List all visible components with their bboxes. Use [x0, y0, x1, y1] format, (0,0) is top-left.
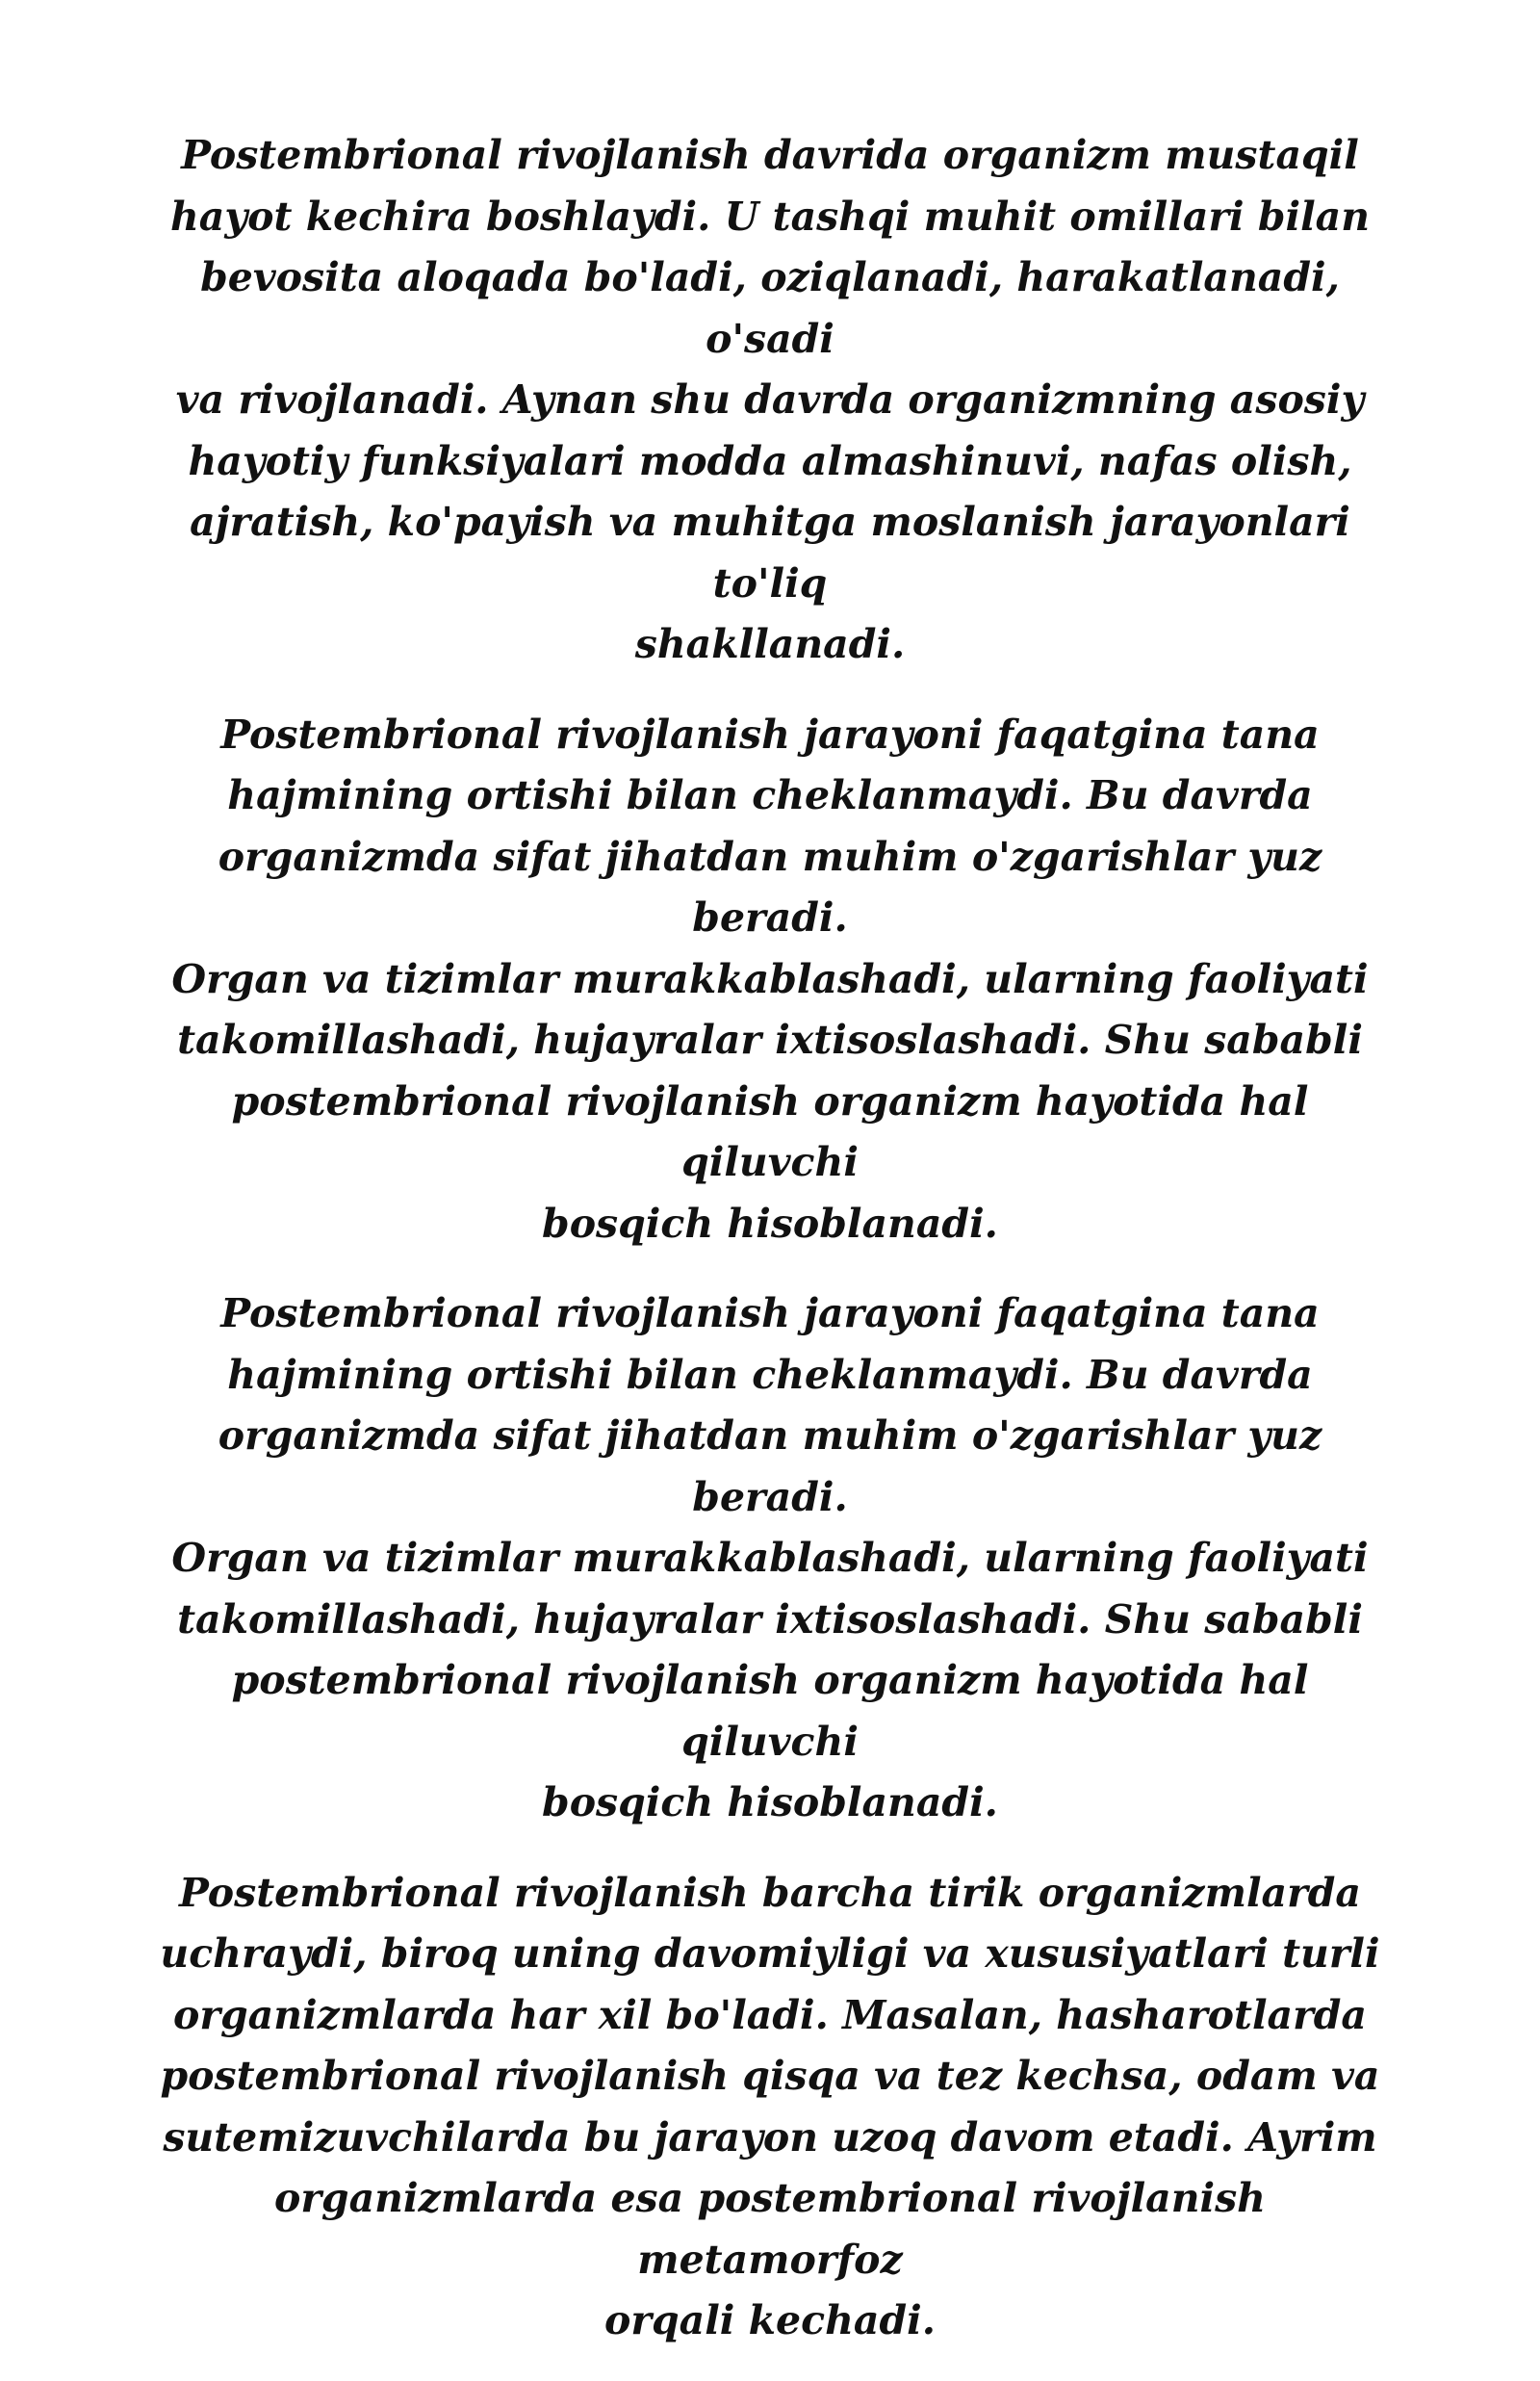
paragraph-3: Postembrional rivojlanish jarayoni faqatgina tana hajmining ortishi bilan cheklanmaydi. Bu davrda organizmda sifat jihatdan muhim o'zgarishlar yuz beradi. Organ va tizimlar murakkablashadi, ularning faoliyati takomillashadi, hujayralar ixtisoslashadi. Shu sababli postembrional rivojlanish organizm hayotida hal qiluvchi bosqich hisoblanadi. — [171, 1290, 1369, 1825]
paragraph-2: Postembrional rivojlanish jarayoni faqatgina tana hajmining ortishi bilan cheklanmaydi. Bu davrda organizmda sifat jihatdan muhim o'zgarishlar yuz beradi. Organ va tizimlar murakkablashadi, ularning faoliyati takomillashadi, hujayralar ixtisoslashadi. Shu sababli postembrional rivojlanish organizm hayotida hal qiluvchi bosqich hisoblanadi. — [171, 711, 1369, 1247]
paragraph-4: Postembrional rivojlanish barcha tirik organizmlarda uchraydi, biroq uning davomiyligi va xususiyatlari turli organizmlarda har xil bo'ladi. Masalan, hasharotlarda postembrional rivojlanish qisqa va tez kechsa, odam va sutemizuvchilarda bu jarayon uzoq davom etadi. Ayrim organizmlarda esa postembrional rivojlanish metamorfoz orqali kechadi. — [160, 1869, 1380, 2343]
paragraph-1: Postembrional rivojlanish davrida organizm mustaqil hayot kechira boshlaydi. U tashqi muhit omillari bilan bevosita aloqada bo'ladi, oziqlanadi, harakatlanadi, o'sadi va rivojlanadi. Aynan shu davrda organizmning asosiy hayotiy funksiyalari modda almashinuvi, nafas olish, ajratish, ko'payish va muhitga moslanish jarayonlari to'liq shakllanadi. — [169, 132, 1371, 667]
document-body — [144, 125, 1396, 2381]
